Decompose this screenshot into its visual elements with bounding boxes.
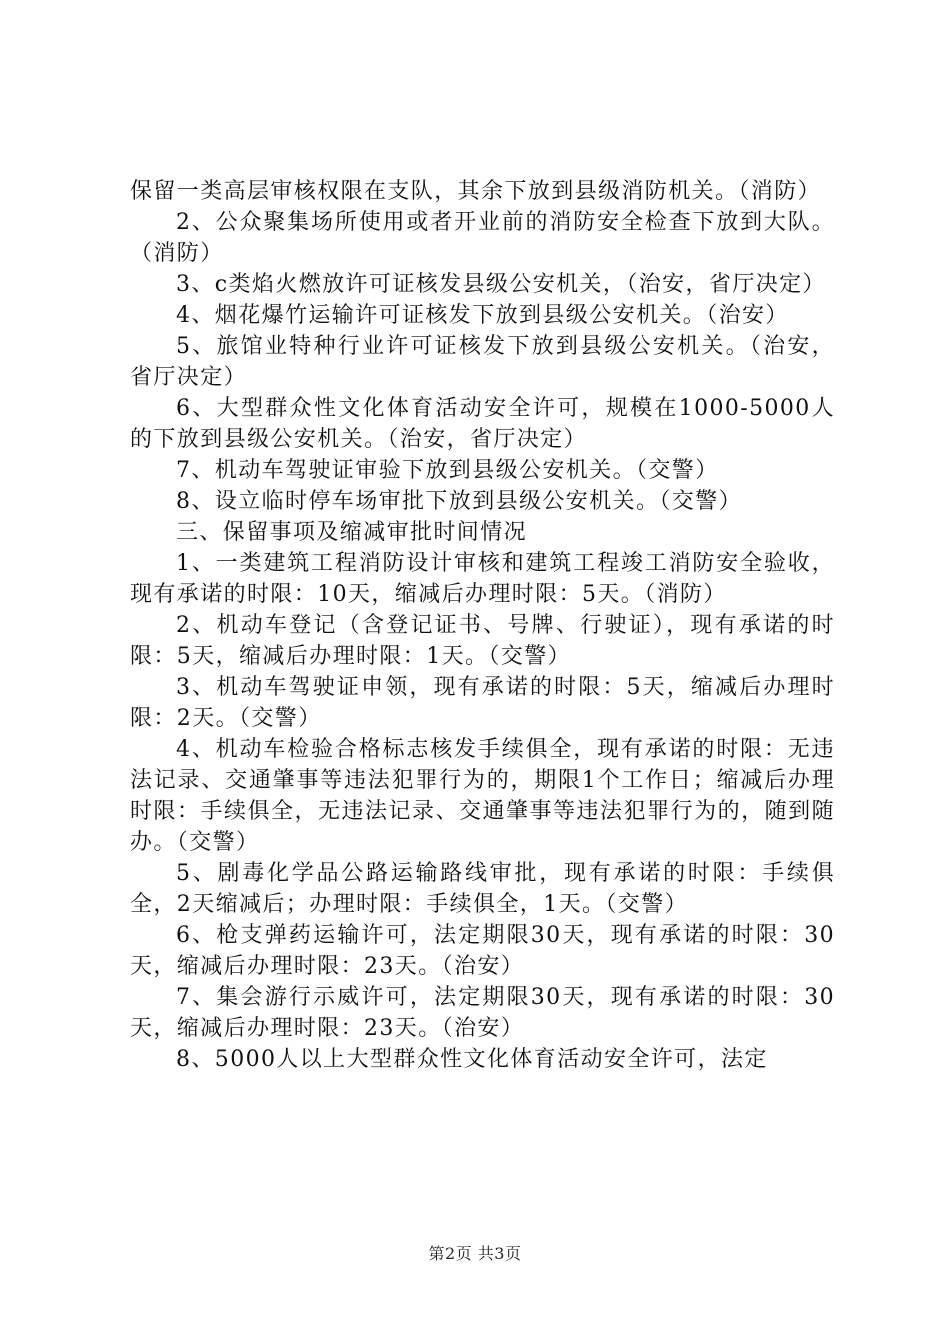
document-body (130, 176, 835, 1075)
paragraph-item-5-hotel-license: 5、旅馆业特种行业许可证核发下放到县级公安机关。（治安，省厅决定） (130, 334, 835, 390)
paragraph-item-7-license-review: 7、机动车驾驶证审验下放到县级公安机关。（交警） (176, 458, 719, 483)
paragraph-retain-high-rise-review: 保留一类高层审核权限在支队，其余下放到县级消防机关。（消防） (130, 179, 822, 204)
paragraph-retained-1-fire-design-review: 1、一类建筑工程消防设计审核和建筑工程竣工消防安全验收，现有承诺的时限：10天，缩减后办理时限：5天。（消防） (130, 551, 835, 607)
paragraph-retained-4-inspection-mark: 4、机动车检验合格标志核发手续俱全，现有承诺的时限：无违法记录、交通肇事等违法犯罪行为的，期限1个工作日；缩减后办理时限：手续俱全，无违法记录、交通肇事等违法犯罪行为的，随到随办。（交警） (130, 737, 835, 855)
section-heading-retained-items: 三、保留事项及缩减审批时间情况 (176, 520, 528, 545)
paragraph-item-6-large-event-permit: 6、大型群众性文化体育活动安全许可，规模在1000-5000人的下放到县级公安机关。（治安，省厅决定） (130, 396, 835, 452)
paragraph-retained-5-toxic-chemical-route: 5、剧毒化学品公路运输路线审批，现有承诺的时限：手续俱全，2天缩减后；办理时限：手续俱全，1天。（交警） (130, 861, 835, 917)
paragraph-item-3-fireworks-display-permit: 3、c类焰火燃放许可证核发县级公安机关，（治安，省厅决定） (176, 272, 826, 297)
paragraph-item-8-temporary-parking: 8、设立临时停车场审批下放到县级公安机关。（交警） (176, 489, 742, 514)
page-number-footer: 第2页 共3页 (428, 1244, 522, 1263)
paragraph-retained-6-firearms-transport: 6、枪支弹药运输许可，法定期限30天，现有承诺的时限：30天，缩减后办理时限：23天。（治安） (130, 923, 835, 979)
paragraph-item-4-fireworks-transport-permit: 4、烟花爆竹运输许可证核发下放到县级公安机关。（治安） (176, 303, 789, 328)
paragraph-retained-2-vehicle-registration: 2、机动车登记（含登记证书、号牌、行驶证），现有承诺的时限：5天，缩减后办理时限：1天。（交警） (130, 613, 835, 669)
paragraph-retained-8-large-event-permit: 8、5000人以上大型群众性文化体育活动安全许可，法定 (176, 1047, 768, 1072)
paragraph-retained-7-assembly-permit: 7、集会游行示威许可，法定期限30天，现有承诺的时限：30天，缩减后办理时限：23天。（治安） (130, 985, 835, 1041)
paragraph-item-2-fire-inspection: 2、公众聚集场所使用或者开业前的消防安全检查下放到大队。（消防） (130, 210, 835, 266)
paragraph-retained-3-driver-license: 3、机动车驾驶证申领，现有承诺的时限：5天，缩减后办理时限：2天。（交警） (130, 675, 835, 731)
